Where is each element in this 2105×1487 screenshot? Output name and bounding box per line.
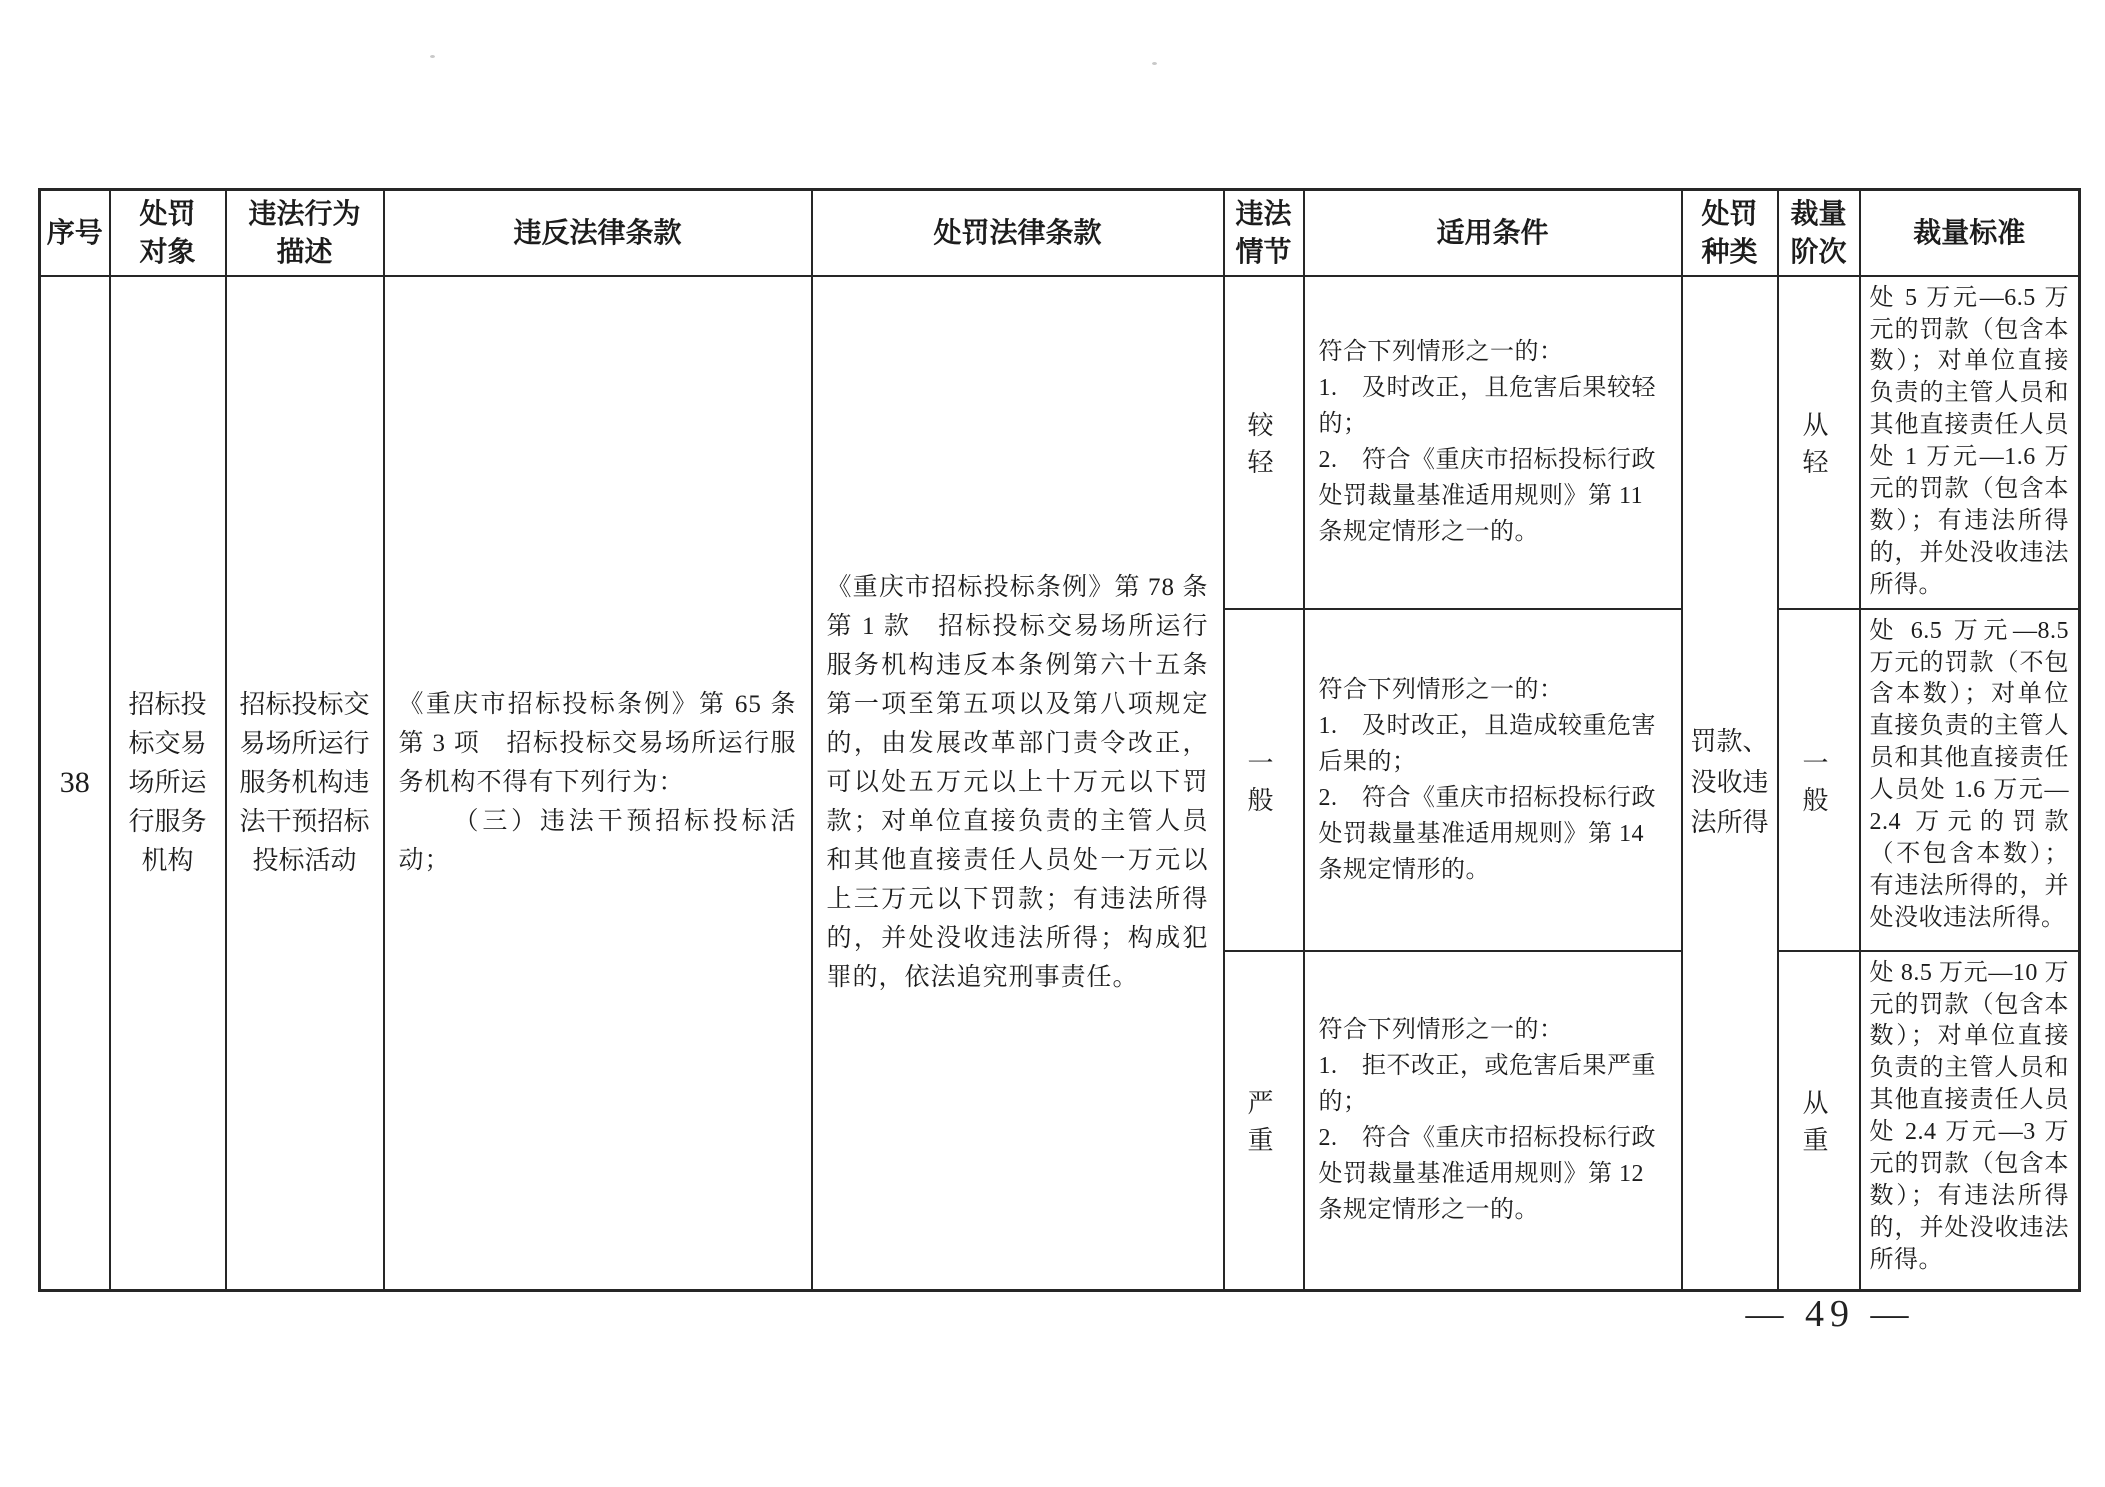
cell-circumstance-general: 一般 xyxy=(1224,609,1304,951)
header-discretion-level xyxy=(1778,190,1860,276)
cell-penalty-type xyxy=(1682,276,1778,1291)
header-applicable-conditions xyxy=(1304,190,1682,276)
penalty-type-text: 罚款、没收违法所得 xyxy=(1690,727,1769,838)
table-row-minor xyxy=(40,276,2080,609)
cell-standard-general xyxy=(1860,609,2080,951)
table-header-row xyxy=(40,190,2080,276)
header-text: 处罚 xyxy=(139,198,196,229)
cell-standard-minor xyxy=(1860,276,2080,609)
cell-conditions-minor xyxy=(1304,276,1682,609)
scan-artifact xyxy=(1152,62,1157,65)
violated-law-clause: 《重庆市招标投标条例》第 65 条第 3 项 招标投标交易场所运行服务机构不得有下列行为： xyxy=(398,691,797,797)
condition-item-2: 2. 符合《重庆市招标投标行政处罚裁量基准适用规则》第 12 条规定情形之一的。 xyxy=(1318,1125,1656,1224)
standard-text-general: 处 6.5 万元—8.5 万元的罚款（不包含本数）；对单位直接负责的主管人员和其他直接责任人员处 1.6 万元—2.4 万元的罚款（不包含本数）；有违法所得的，并处没收违法所得。 xyxy=(1869,617,2069,931)
header-text: 序号 xyxy=(46,216,103,248)
header-text: 裁量标准 xyxy=(1913,216,2026,248)
cell-conditions-severe xyxy=(1304,951,1682,1291)
header-text: 适用条件 xyxy=(1436,216,1549,248)
standard-text-minor: 处 5 万元—6.5 万元的罚款（包含本数）；对单位直接负责的主管人员和其他直接责任人员处 1 万元—1.6 万元的罚款（包含本数）；有违法所得的，并处没收违法所得。 xyxy=(1869,284,2069,598)
condition-item-2: 2. 符合《重庆市招标投标行政处罚裁量基准适用规则》第 11 条规定情形之一的。 xyxy=(1318,447,1656,546)
cell-violation-description: 招标投标交易场所运行服务机构违法干预招标投标活动 xyxy=(226,276,384,1291)
condition-item-1: 1. 及时改正，且危害后果较轻的； xyxy=(1318,375,1656,438)
header-text: 违法行为 xyxy=(248,198,361,229)
scan-artifact xyxy=(430,55,435,58)
header-text: 种类 xyxy=(1701,235,1758,267)
cell-circumstance-severe: 严重 xyxy=(1224,951,1304,1291)
header-violation-circumstance xyxy=(1224,190,1304,276)
condition-item-1: 1. 及时改正，且造成较重危害后果的； xyxy=(1318,712,1656,775)
header-penalty-type xyxy=(1682,190,1778,276)
header-text: 处罚法律条款 xyxy=(933,216,1102,248)
header-text: 裁量 xyxy=(1790,198,1847,229)
condition-item-1: 1. 拒不改正，或危害后果严重的； xyxy=(1318,1053,1656,1116)
violated-law-item: （三）违法干预招标投标活动； xyxy=(398,808,797,875)
cell-conditions-general xyxy=(1304,609,1682,951)
cell-violated-law xyxy=(384,276,812,1291)
condition-intro: 符合下列情形之一的： xyxy=(1318,676,1564,703)
header-penalty-law xyxy=(812,190,1224,276)
standard-text-severe: 处 8.5 万元—10 万元的罚款（包含本数）；对单位直接负责的主管人员和其他直接责任人员处 2.4 万元—3 万元的罚款（包含本数）；有违法所得的，并处没收违法所得。 xyxy=(1869,959,2069,1273)
penalty-discretion-table xyxy=(38,188,2081,1292)
cell-penalty-object: 招标投标交易场所运行服务机构 xyxy=(110,276,226,1291)
cell-serial-number: 38 xyxy=(40,276,110,1291)
header-text: 对象 xyxy=(139,235,196,267)
header-text: 违反法律条款 xyxy=(513,216,682,248)
cell-circumstance-minor: 较轻 xyxy=(1224,276,1304,609)
cell-standard-severe xyxy=(1860,951,2080,1291)
penalty-law-clause: 《重庆市招标投标条例》第 78 条第 1 款 招标投标交易场所运行服务机构违反本条例第六十五条第一项至第五项以及第八项规定的，由发展改革部门责令改正，可以处五万元以上十万元以下罚款；对单位直接负责的主管人员和其他直接责任人员处一万元以上三万元以下罚款；有违法所得的，并处没收违法所得；构成犯罪的，依法追究刑事责任。 xyxy=(826,574,1209,992)
header-text: 描述 xyxy=(276,235,333,267)
header-text: 处罚 xyxy=(1701,198,1758,229)
page-number: — 49 — xyxy=(1745,1293,1915,1335)
condition-intro: 符合下列情形之一的： xyxy=(1318,339,1564,366)
cell-penalty-law xyxy=(812,276,1224,1291)
header-violation-description xyxy=(226,190,384,276)
header-text: 阶次 xyxy=(1790,235,1847,267)
condition-item-2: 2. 符合《重庆市招标投标行政处罚裁量基准适用规则》第 14 条规定情形的。 xyxy=(1318,784,1656,883)
cell-level-general: 一般 xyxy=(1778,609,1860,951)
header-text: 情节 xyxy=(1235,235,1292,267)
header-serial-number xyxy=(40,190,110,276)
header-text: 违法 xyxy=(1235,198,1292,229)
header-violated-law xyxy=(384,190,812,276)
cell-level-lighter: 从轻 xyxy=(1778,276,1860,609)
condition-intro: 符合下列情形之一的： xyxy=(1318,1017,1564,1044)
cell-level-heavier: 从重 xyxy=(1778,951,1860,1291)
header-discretion-standard xyxy=(1860,190,2080,276)
header-penalty-object xyxy=(110,190,226,276)
